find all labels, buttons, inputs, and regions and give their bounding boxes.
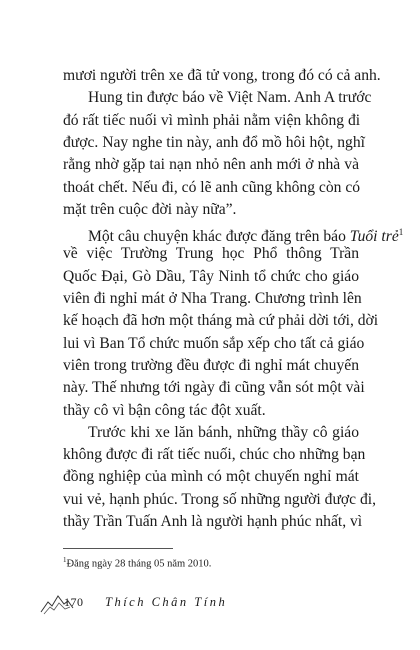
text-line: này. Thế nhưng tới ngày đi cũng vẫn sót một vài bbox=[63, 379, 365, 397]
text-line: Trước khi xe lăn bánh, những thầy cô giáo bbox=[88, 423, 359, 441]
footnote-marker: 1 bbox=[63, 556, 67, 564]
text-line: thoát chết. Nếu đi, có lẽ anh cũng không còn có bbox=[63, 178, 361, 196]
text-line: viên đi nghỉ mát ở Nha Trang. Chương trình lên bbox=[63, 290, 362, 307]
text-line: đồng nghiệp của mình có một chuyến nghỉ mát bbox=[63, 468, 359, 486]
text-line: lui vì Ban Tổ chức muốn sắp xếp cho tất cả giáo bbox=[63, 334, 365, 352]
author-name: Thích Chân Tính bbox=[105, 595, 228, 609]
text-line: mặt trên cuộc đời này nữa”. bbox=[63, 200, 237, 218]
text-line: Hung tin được báo về Việt Nam. Anh A trước bbox=[88, 89, 372, 107]
text-line: kế hoạch đã hơn một tháng mà cứ phải dời tới, dời bbox=[63, 312, 379, 330]
text-line: về việc Trường Trung học Phổ thông Trần bbox=[63, 245, 359, 263]
text-line: mươi người trên xe đã tử vong, trong đó có cả anh. bbox=[63, 67, 381, 84]
text-line: không được đi rất tiếc nuối, chúc cho những bạn bbox=[63, 446, 366, 464]
text-line: thầy cô vì bận công tác đột xuất. bbox=[63, 401, 266, 419]
newspaper-title: Tuổi trẻ bbox=[349, 228, 399, 246]
text-line: Quốc Đại, Gò Dầu, Tây Ninh tổ chức cho giáo bbox=[63, 267, 359, 285]
page-number: 170 bbox=[64, 595, 84, 609]
footnote-text: Đăng ngày 28 tháng 05 năm 2010. bbox=[66, 558, 212, 570]
text-line: được. Nay nghe tin này, anh đổ mồ hôi hột, nghĩ bbox=[63, 133, 365, 151]
text-run: Một câu chuyện khác được đăng trên báo bbox=[88, 228, 350, 246]
footnote-divider bbox=[63, 548, 173, 549]
text-line: thầy Trần Tuấn Anh là người hạnh phúc nhất, vì bbox=[63, 513, 363, 530]
text-line: vui vẻ, hạnh phúc. Trong số những người được đi, bbox=[63, 490, 377, 508]
footnote-reference: 1 bbox=[398, 227, 404, 238]
text-line: viên trong trường đều được đi nghỉ mát chuyến bbox=[63, 356, 359, 374]
footnote bbox=[63, 553, 211, 572]
text-line: rằng nhờ gặp tai nạn nhỏ nên anh mới ở nhà và bbox=[63, 156, 359, 174]
page-footer bbox=[40, 590, 380, 620]
text-line: đó rất tiếc nuối vì mình phải nằm viện không đi bbox=[63, 111, 361, 129]
